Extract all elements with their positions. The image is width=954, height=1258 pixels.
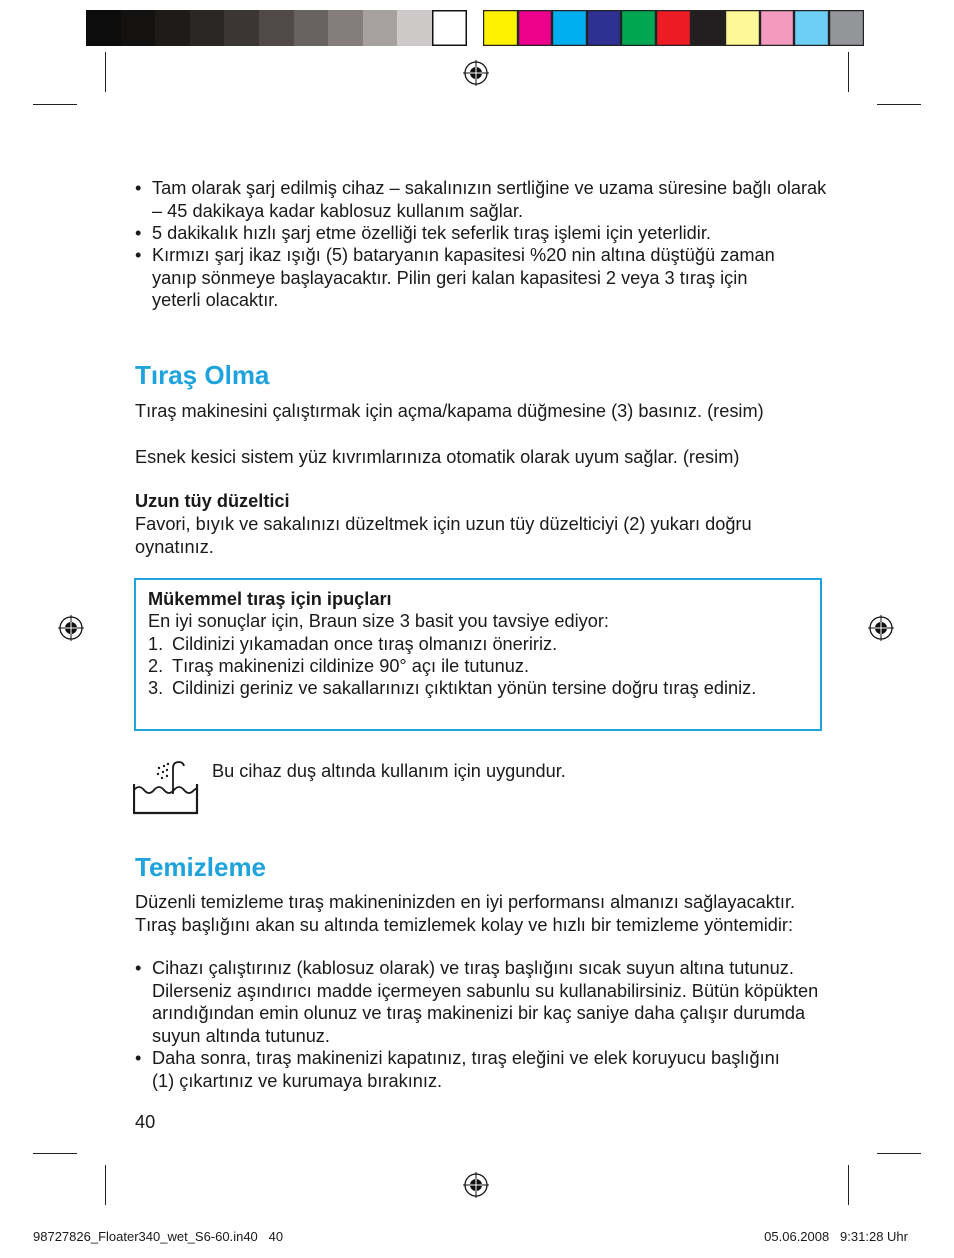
list-item-text: Tıraş makinenizi cildinize 90° açı ile tutunuz. (172, 656, 530, 676)
list-item-text: Daha sonra, tıraş makinenizi kapatınız, tıraş eleğini ve elek koruyucu başlığını (1) çıkartınız ve kurumaya bırakınız. (152, 1048, 780, 1091)
color-swatch (587, 10, 622, 46)
print-slug-file: 98727826_Floater340_wet_S6-60.in40 40 (33, 1229, 284, 1244)
item-number: 1. (148, 634, 164, 654)
gray-swatch (363, 10, 398, 46)
item-number: 3. (148, 678, 164, 698)
color-swatch (518, 10, 553, 46)
color-swatch (829, 10, 864, 46)
registration-mark-icon (868, 615, 894, 641)
tips-title: Mükemmel tıraş için ipuçları (148, 589, 392, 609)
gray-swatch (155, 10, 190, 46)
list-item-text: Cihazı çalıştırınız (kablosuz olarak) ve tıraş başlığını sıcak suyun altına tutunuz. Dilerseniz aşındırıcı madde içermeyen sabunlu su kullanabilirsiniz. Bütün köpükten arındığından emin olunuz ve tıraş makinenizi bir kaç saniye daha çalışır durumda suyun altında tutunuz. (152, 958, 819, 1046)
registration-mark-icon (58, 615, 84, 641)
color-swatch (552, 10, 587, 46)
tips-box (134, 578, 822, 731)
gray-swatch (432, 10, 467, 46)
list-item (135, 1047, 785, 1092)
shower-note: Bu cihaz duş altında kullanım için uygundur. (212, 761, 566, 781)
bullet: • (135, 245, 142, 265)
trimmer-subheading: Uzun tüy düzeltici (135, 491, 290, 511)
color-swatch (621, 10, 656, 46)
color-swatch (760, 10, 795, 46)
color-swatch (691, 10, 726, 46)
shaving-flex-note: Esnek kesici sistem yüz kıvrımlarınıza otomatik olarak uyum sağlar. (resim) (135, 447, 740, 467)
list-item (135, 222, 835, 244)
bullet: • (135, 958, 142, 978)
gray-swatch (190, 10, 225, 46)
bullet: • (135, 1048, 142, 1068)
gray-swatch (86, 10, 121, 46)
list-item (135, 957, 835, 1047)
trimmer-text: Favori, bıyık ve sakalınızı düzeltmek için uzun tüy düzelticiyi (2) yukarı doğru oynatınız. (135, 514, 752, 557)
page-number: 40 (135, 1112, 156, 1132)
color-swatch (725, 10, 760, 46)
gray-swatch (121, 10, 156, 46)
list-item-text: Cildinizi geriniz ve sakallarınızı çıktıktan yönün tersine doğru tıraş ediniz. (172, 678, 757, 698)
color-swatch (656, 10, 691, 46)
shower-use-icon (133, 760, 199, 816)
gray-swatch (328, 10, 363, 46)
list-item-text: Tam olarak şarj edilmiş cihaz – sakalınızın sertliğine ve uzama süresine bağlı olarak – 45 dakikaya kadar kablosuz kullanım sağlar. (152, 178, 827, 221)
gray-swatch (224, 10, 259, 46)
list-item-text: Kırmızı şarj ikaz ışığı (5) bataryanın kapasitesi %20 nin altına düştüğü zaman yanıp sönmeye başlayacaktır. Pilin geri kalan kapasitesi 2 veya 3 tıraş için yeterli olacaktır. (152, 245, 775, 310)
shaving-instruction: Tıraş makinesini çalıştırmak için açma/kapama düğmesine (3) basınız. (resim) (135, 401, 764, 421)
list-item-text: Cildinizi yıkamadan once tıraş olmanızı öneririz. (172, 634, 558, 654)
item-number: 2. (148, 656, 164, 676)
section-heading-cleaning: Temizleme (135, 852, 267, 882)
gray-swatch (397, 10, 432, 46)
bullet: • (135, 178, 142, 198)
color-swatch (483, 10, 518, 46)
list-item-text: 5 dakikalık hızlı şarj etme özelliği tek seferlik tıraş işlemi için yeterlidir. (152, 223, 711, 243)
section-heading-shaving: Tıraş Olma (135, 360, 270, 390)
list-item (135, 244, 795, 312)
gray-swatch (259, 10, 294, 46)
list-item (135, 177, 835, 222)
bullet: • (135, 223, 142, 243)
color-swatch (794, 10, 829, 46)
registration-mark-icon (463, 60, 489, 86)
print-slug-date: 05.06.2008 9:31:28 Uhr (764, 1229, 908, 1244)
gray-swatch (294, 10, 329, 46)
cleaning-intro: Düzenli temizleme tıraş makineninizden en iyi performansı almanızı sağlayacaktır. Tıraş başlığını akan su altında temizlemek kolay ve hızlı bir temizleme yöntemidir: (135, 892, 796, 935)
tips-intro: En iyi sonuçlar için, Braun size 3 basit you tavsiye ediyor: (148, 611, 609, 631)
registration-mark-icon (463, 1172, 489, 1198)
